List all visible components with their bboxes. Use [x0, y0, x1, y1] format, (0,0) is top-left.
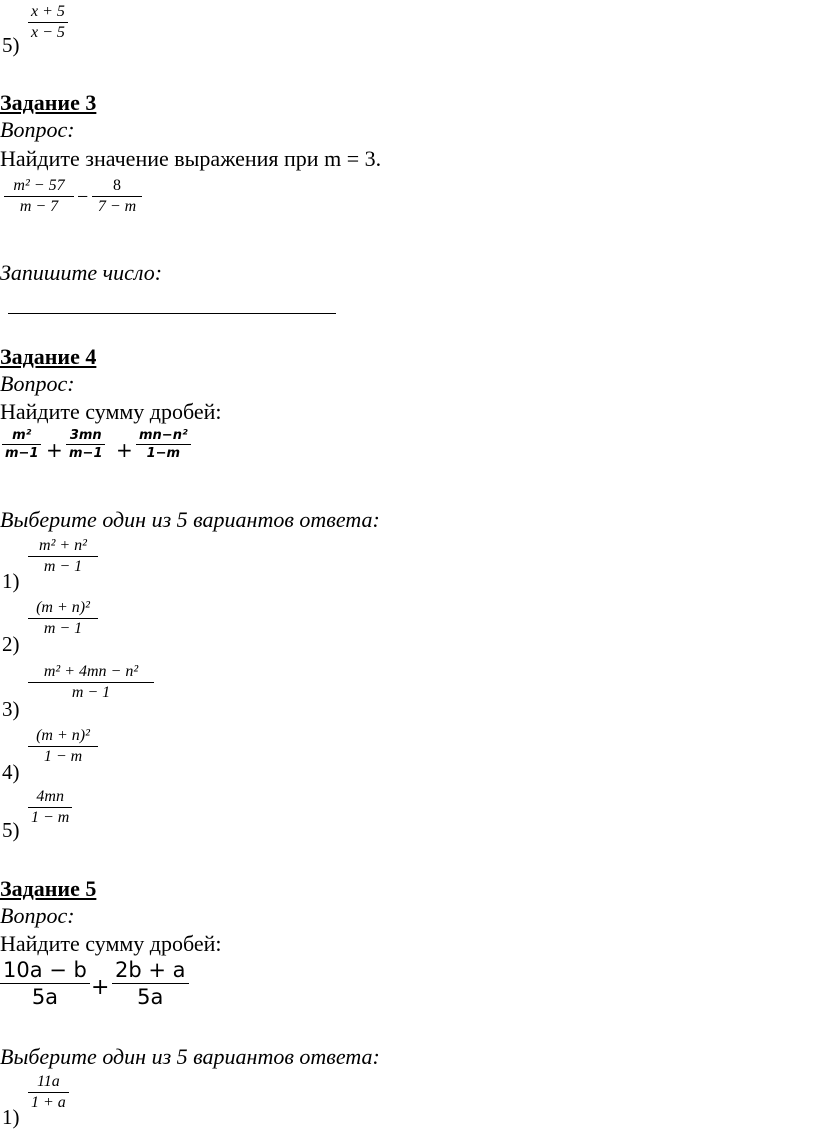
- question-text: Найдите значение выражения при m = 3.: [0, 146, 382, 171]
- fraction-denominator: m − 7: [19, 198, 59, 215]
- fraction-denominator: m − 1: [71, 684, 111, 701]
- fraction-numerator: x + 5: [31, 3, 65, 20]
- task-heading: Задание 5: [0, 876, 97, 901]
- option-fraction: [28, 726, 98, 767]
- expression-fraction-1: [4, 176, 74, 217]
- option-fraction: [28, 662, 154, 703]
- plus-operator: +: [91, 975, 110, 1000]
- option-label[interactable]: 5): [2, 818, 20, 842]
- option-fraction: [28, 536, 98, 577]
- answer-input-line[interactable]: [8, 313, 336, 314]
- task-heading: Задание 4: [0, 344, 97, 369]
- choose-prompt: Выберите один из 5 вариантов ответа:: [0, 1044, 380, 1069]
- fraction-numerator: m² − 57: [13, 177, 65, 194]
- fraction-numerator: 8: [113, 177, 121, 194]
- option-label[interactable]: 3): [2, 697, 20, 721]
- fraction-denominator: 7 − m: [97, 198, 137, 215]
- option-label: 5): [2, 33, 20, 57]
- answer-prompt: Запишите число:: [0, 260, 163, 285]
- fraction-numerator: 11a: [36, 1073, 60, 1090]
- choose-prompt: Выберите один из 5 вариантов ответа:: [0, 507, 380, 532]
- minus-operator: −: [77, 186, 89, 208]
- fraction-denominator: m−1: [69, 446, 103, 461]
- fraction-numerator: mn−n²: [139, 428, 188, 443]
- question-text: Найдите сумму дробей:: [0, 931, 222, 956]
- fraction-denominator: 5a: [31, 985, 59, 1009]
- question-text: Найдите сумму дробей:: [0, 399, 222, 424]
- fraction-numerator: m² + 4mn − n²: [43, 663, 139, 680]
- option-fraction: [28, 598, 98, 639]
- fraction-denominator: m − 1: [43, 558, 83, 575]
- task-heading: Задание 3: [0, 90, 97, 115]
- fraction-numerator: 4mn: [36, 788, 64, 805]
- option-fraction: [28, 2, 68, 43]
- fraction-denominator: 1 − m: [43, 748, 83, 765]
- fraction-numerator: 10a − b: [3, 958, 87, 982]
- question-label: Вопрос:: [0, 117, 75, 142]
- fraction-denominator: m−1: [5, 446, 39, 461]
- option-label[interactable]: 4): [2, 760, 20, 784]
- expression-fraction-1: [2, 427, 41, 462]
- fraction-denominator: 1 − m: [31, 809, 70, 826]
- fraction-denominator: x − 5: [31, 24, 65, 41]
- fraction-denominator: 1−m: [146, 446, 181, 461]
- fraction-numerator: 3mn: [69, 428, 102, 443]
- option-label[interactable]: 1): [2, 1105, 20, 1129]
- option-fraction: [28, 1072, 69, 1113]
- fraction-numerator: m² + n²: [39, 537, 87, 554]
- fraction-denominator: m − 1: [43, 620, 83, 637]
- expression-fraction-2: [92, 176, 142, 217]
- plus-operator: +: [46, 438, 63, 462]
- question-label: Вопрос:: [0, 371, 75, 396]
- fraction-denominator: 5a: [137, 985, 164, 1009]
- expression-fraction-3: [136, 427, 191, 462]
- fraction-numerator: m²: [12, 428, 32, 443]
- fraction-numerator: 2b + a: [115, 958, 186, 982]
- plus-operator: +: [116, 438, 133, 462]
- option-fraction: [28, 787, 72, 828]
- fraction-denominator: 1 + a: [31, 1094, 66, 1111]
- expression-fraction-2: [66, 427, 105, 462]
- expression-fraction-1: [0, 957, 90, 1010]
- fraction-numerator: (m + n)²: [36, 727, 90, 744]
- option-label[interactable]: 1): [2, 569, 20, 593]
- question-label: Вопрос:: [0, 903, 75, 928]
- expression-fraction-2: [112, 957, 189, 1010]
- option-label[interactable]: 2): [2, 632, 20, 656]
- fraction-numerator: (m + n)²: [36, 599, 90, 616]
